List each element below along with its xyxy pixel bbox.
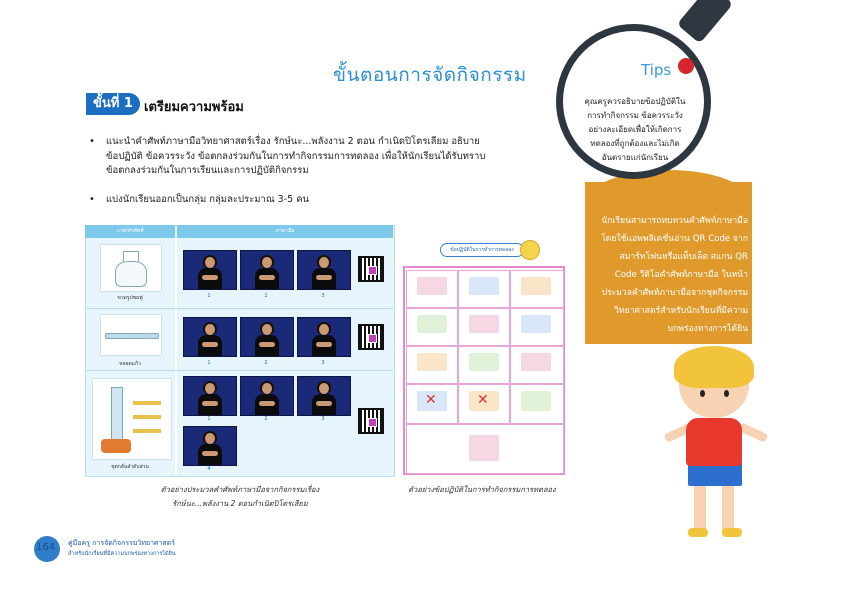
distillation-apparatus-image [92, 378, 172, 460]
kid-arm [738, 422, 769, 443]
student-mascot-icon [520, 240, 540, 260]
sign-frame [240, 250, 294, 290]
push-pin-icon [678, 58, 694, 74]
sign-frame [183, 250, 237, 290]
frame-number: 1 [207, 360, 211, 366]
frame-number: 2 [264, 416, 268, 422]
worksheet-cell [510, 346, 564, 384]
sign-frame [240, 376, 294, 416]
kid-leg [694, 486, 706, 530]
bullet-dot: • [89, 136, 95, 147]
column-divider [175, 238, 177, 475]
glass-tube-image [100, 314, 162, 356]
worksheet-cell [510, 384, 564, 424]
tips-title: Tips [641, 61, 672, 79]
sign-frame [240, 317, 294, 357]
worksheet-cell [406, 270, 458, 308]
bullet-text: แบ่งนักเรียนออกเป็นกลุ่ม กลุ่มละประมาณ 3-5 คน [106, 194, 310, 205]
tips-text: คุณครูควรอธิบายข้อปฏิบัติในการทำกิจกรรม ข้อควรระวังอย่างละเอียดเพื่อให้เกิดการทดลองที่ถูกต้องและไม่เกิดอันตรายแก่นักเรียน [584, 97, 686, 162]
kid-eye [724, 390, 729, 397]
frame-number: 4 [207, 466, 211, 472]
sign-frame [297, 376, 351, 416]
page-number: 164 [36, 542, 56, 553]
worksheet-cell [458, 308, 510, 346]
worksheet-cell [406, 424, 564, 474]
bullet-item [89, 193, 486, 208]
footer-book-title: คู่มือครู การจัดกิจกรรมวิทยาศาสตร์ [68, 539, 175, 547]
bullet-text: แนะนำคำศัพท์ภาษามือวิทยาศาสตร์เรื่อง รักษ์นะ...พลังงาน 2 ตอน กำเนิดปิโตรเลียม อธิบายข้อปฏิบัติ ข้อควรระวัง ข้อตกลงร่วมกันในการทำกิจกรรมการทดลอง เพื่อให้นักเรียนได้รับทราบข้อตกลงร่วมกันในการเรียนและการปฏิบัติกิจกรรม [106, 136, 486, 176]
kid-leg [722, 486, 734, 530]
word-caption: หลอดแก้ว [119, 361, 141, 367]
frame-number: 3 [321, 360, 325, 366]
footer-book-subtitle: สำหรับนักเรียนที่มีความบกพร่องทางการได้ยิน [68, 551, 176, 557]
flask-image [100, 244, 162, 292]
bullet-item [89, 135, 486, 179]
worksheet-title: ข้อปฏิบัติในการทำการทดลอง [440, 243, 524, 257]
frame-number: 3 [321, 293, 325, 299]
row-divider [85, 308, 393, 309]
sign-frame [183, 426, 237, 466]
table-header-sign: ภาษามือ [177, 225, 393, 238]
frame-number: 1 [207, 416, 211, 422]
qr-code[interactable] [358, 408, 384, 434]
sign-frame [183, 376, 237, 416]
worksheet-cell: ✕ [406, 384, 458, 424]
frame-number: 1 [207, 293, 211, 299]
word-caption: ชุดกลั่นลำดับส่วน [111, 464, 149, 470]
kid-shirt [686, 418, 742, 466]
page-title: ขั้นตอนการจัดกิจกรรม [333, 64, 527, 86]
worksheet-cell [458, 346, 510, 384]
worksheet-cell [406, 346, 458, 384]
worksheet-cell: ✕ [458, 384, 510, 424]
kid-hair [674, 346, 754, 388]
worksheet-cell [406, 308, 458, 346]
step-title: เตรียมความพร้อม [144, 100, 244, 115]
figure1-caption-line1: ตัวอย่างประมวลคำศัพท์ภาษามือจากกิจกรรมเรื่อง [160, 485, 320, 494]
figure1-caption-line2: รักษ์นะ...พลังงาน 2 ตอนกำเนิดปิโตรเลียม [172, 499, 308, 508]
step-badge: ขั้นที่ 1 [86, 93, 140, 115]
frame-number: 2 [264, 293, 268, 299]
sign-frame [297, 250, 351, 290]
qr-code[interactable] [358, 256, 384, 282]
worksheet-cell [510, 308, 564, 346]
magnifier-handle [677, 0, 733, 44]
figure2-caption: ตัวอย่างข้อปฏิบัติในการทำกิจกรรมการทดลอง [408, 485, 556, 494]
worksheet-cell [510, 270, 564, 308]
row-divider [85, 370, 393, 371]
note-text: นักเรียนสามารถทบทวนคำศัพท์ภาษามือ โดยใช้แอพพลิเคชั่นอ่าน QR Code จากสมาร์ทโฟนหรือแท็บเล็ต สแกน QR Code วีดิโอคำศัพท์ภาษามือ ในหน้าประมวลคำศัพท์ภาษามือจากชุดกิจกรรมวิทยาศาสตร์สำหรับนักเรียนที่มีความบกพร่องทางการได้ยิน [601, 216, 748, 334]
kid-shoe [688, 528, 708, 537]
frame-number: 2 [264, 360, 268, 366]
kid-eye [700, 390, 705, 397]
bullet-dot: • [89, 194, 95, 205]
frame-number: 3 [321, 416, 325, 422]
qr-code[interactable] [358, 324, 384, 350]
sign-frame [297, 317, 351, 357]
sign-frame [183, 317, 237, 357]
kid-shoe [722, 528, 742, 537]
table-header-word: ภาพ/คำศัพท์ [85, 225, 175, 238]
word-caption: ขวดรูปชมพู่ [117, 295, 143, 301]
worksheet-cell [458, 270, 510, 308]
